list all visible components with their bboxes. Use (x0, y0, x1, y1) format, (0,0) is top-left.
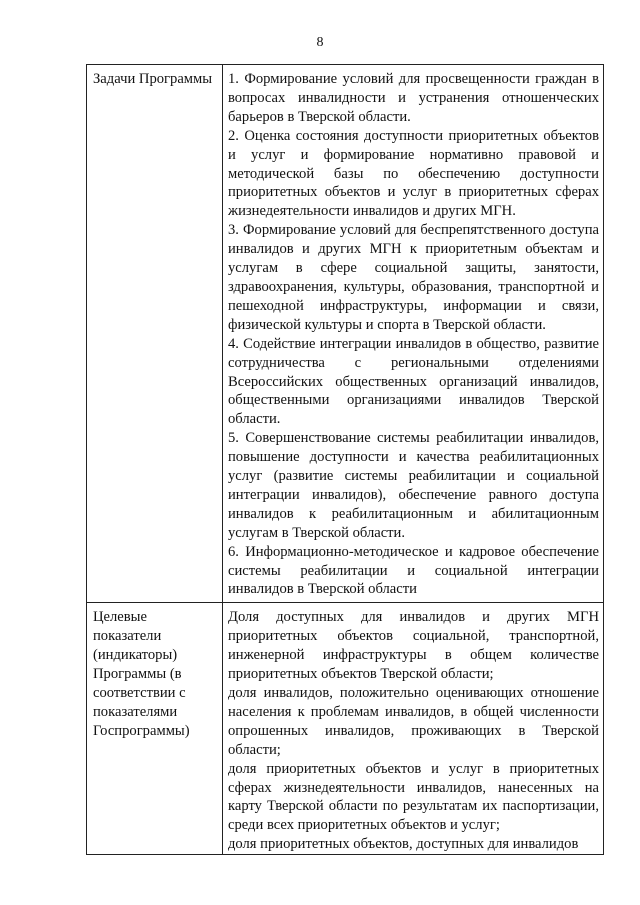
indicator-item-3: доля приоритетных объектов и услуг в приоритетных сферах жизнедеятельности инвалидов, нанесенных на карту Тверской области по результатам их паспортизации, среди всех приоритетных объектов и услуг; (228, 760, 599, 834)
page-number: 8 (316, 35, 324, 50)
program-table (86, 64, 604, 855)
indicator-item-2: доля инвалидов, положительно оценивающих отношение населения к проблемам инвалидов, в общей численности опрошенных инвалидов, проживающих в Тверской области; (228, 685, 599, 758)
row-content-indicators (223, 603, 604, 855)
task-item-3: 3. Формирование условий для беспрепятственного доступа инвалидов и других МГН к приоритетным объектам и услугам в сфере социальной защиты, занятости, здравоохранения, культуры, образования, транспортной и пешеходной инфраструктуры, информации и связи, физической культуры и спорта в Тверской области. (228, 222, 599, 333)
row-label-tasks: Задачи Программы (87, 65, 223, 603)
task-item-5: 5. Совершенствование системы реабилитации инвалидов, повышение доступности и качества реабилитационных услуг (развитие системы реабилитации и социальной интеграции инвалидов), обеспечение равного доступа инвалидов к реабилитационным и абилитационным услугам в Тверской области. (228, 430, 599, 541)
indicator-item-4: доля приоритетных объектов, доступных для инвалидов (228, 836, 579, 853)
table-row-tasks (87, 65, 604, 603)
row-label-indicators: Целевые показатели (индикаторы) Программы (в соответствии с показателями Госпрограммы) (87, 603, 223, 855)
task-item-2: 2. Оценка состояния доступности приоритетных объектов и услуг и формирование нормативно правовой и методической базы по обеспечению доступности приоритетных объектов и услуг в приоритетных сферах жизнедеятельности инвалидов и других МГН. (228, 127, 599, 220)
task-item-6: 6. Информационно-методическое и кадровое обеспечение системы реабилитации и социальной интеграции инвалидов в Тверской области (228, 543, 599, 598)
task-item-4: 4. Содействие интеграции инвалидов в общество, развитие сотрудничества с региональными отделениями Всероссийских общественных организаций инвалидов, общественными организациями инвалидов Тверской области. (228, 335, 599, 428)
table-row-indicators (87, 603, 604, 855)
row-content-tasks (223, 65, 604, 603)
task-item-1: 1. Формирование условий для просвещенности граждан в вопросах инвалидности и устранения отношенческих барьеров в Тверской области. (228, 71, 599, 125)
indicator-item-1: Доля доступных для инвалидов и других МГН приоритетных объектов социальной, транспортной, инженерной инфраструктуры в общем количестве приоритетных объектов Тверской области; (228, 609, 599, 683)
